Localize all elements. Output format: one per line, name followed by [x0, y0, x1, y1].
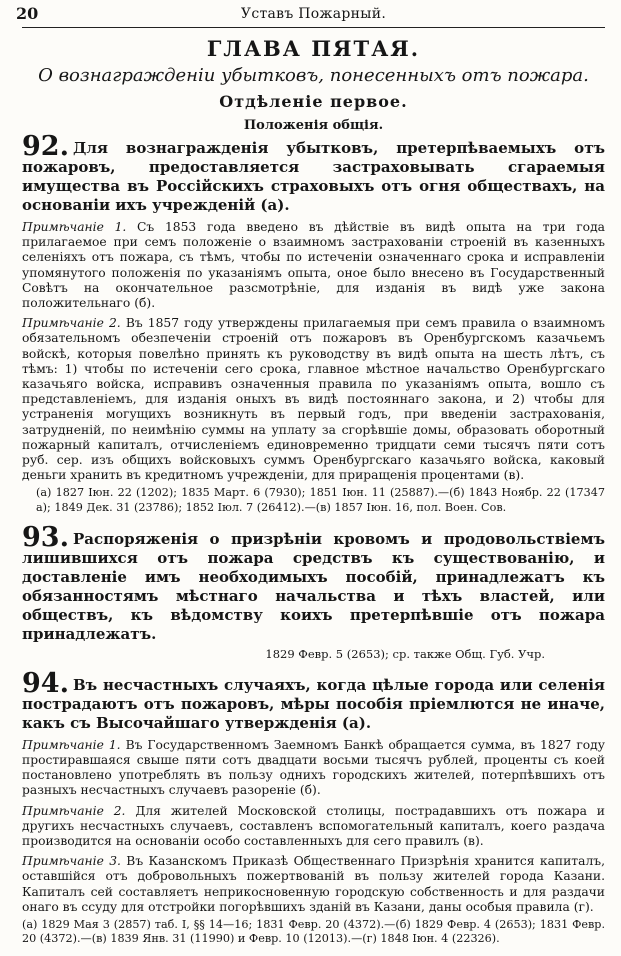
note-94-2: [22, 804, 605, 850]
section-heading: Положенія общія.: [243, 118, 384, 133]
note-text: Съ 1853 года введено въ дѣйствіе въ видѣ опыта на три года прилагаемое при семъ положеніе о взаимномъ застрахованіи строеній въ казенныхъ селеніяхъ отъ пожара, съ тѣмъ, чтобы по истеченіи означеннаго срока и исправленіи упомянутого положенія по указаніямъ опыта, оное было внесено въ Государственный Совѣтъ на окончательное разсмотрѣніе, для изданія въ видѣ уже закона положительнаго (б).: [22, 220, 605, 311]
article-number: 92.: [22, 131, 69, 162]
note-94-1: [22, 738, 605, 799]
article-text: Для вознагражденія убытковъ, претерпѣваемыхъ отъ пожаровъ, предоставляется застраховывать сгараемыя имущества въ Россійскихъ страховыхъ отъ огня обществахъ, на основаніи ихъ учрежденій (а).: [22, 139, 605, 214]
note-text: Въ 1857 году утверждены прилагаемыя при семъ правила о взаимномъ обязательномъ обезпеченіи строеній отъ пожаровъ въ Оренбургскомъ казачьемъ войскѣ, которыя повелѣно принять къ руководству въ видѣ опыта на шесть лѣтъ, съ тѣмъ: 1) чтобы по истеченіи сего срока, главное мѣстное начальство Оренбургскаго казачьяго войска, исправивъ означенныя правила по указаніямъ опыта, вошло съ представленіемъ, для изданія оныхъ въ видѣ постояннаго закона, и 2) чтобы для устраненія могущихъ возникнуть въ первый годъ, при введеніи застрахованія, затрудненій, по неимѣнію суммы на уплату за сгорѣвшіе домы, образовать оборотный пожарный капиталъ, отчисленіемъ единовременно тридцати семи тысячъ пяти сотъ руб. сер. изъ общихъ войсковыхъ суммъ Оренбургскаго казачьяго войска, каковый деньги хранить въ кредитномъ учрежденіи, для приращенія процентами (в).: [22, 316, 605, 483]
header-rule: [22, 27, 605, 28]
article-94: [22, 667, 605, 733]
running-head: [16, 4, 605, 24]
note-92-2: [22, 316, 605, 483]
article-text: Въ несчастныхъ случаяхъ, когда цѣлые города или селенія пострадаютъ отъ пожаровъ, мѣры пособія пріемлются не иначе, какъ съ Высочайшаго утвержденія (а).: [22, 675, 605, 732]
chapter-title: ГЛАВА ПЯТАЯ.: [206, 36, 421, 61]
references-93: 1829 Февр. 5 (2653); ср. также Общ. Губ. Учр.: [265, 646, 545, 661]
note-text: Въ Казанскомъ Приказѣ Общественнаго Призрѣнія хранится капиталъ, оставшійся отъ добровольныхъ пожертвованій въ пользу жителей города Казани. Капиталъ сей составляетъ неприкосновенную городскую собственность и для раздачи онаго въ ссуду для отстройки погорѣвшихъ зданій въ Казани, даны особыя правила (г).: [22, 854, 605, 914]
note-label: Примѣчаніе 2.: [22, 803, 126, 818]
note-94-3: [22, 854, 605, 915]
article-number: 93.: [22, 521, 69, 553]
references-94: (а) 1829 Мая 3 (2857) таб. I, §§ 14—16; 1831 Февр. 20 (4372).—(б) 1829 Февр. 4 (2653); 1831 Февр. 20 (4372).—(в) 1839 Янв. 31 (11990) и Февр. 10 (12013).—(г) 1848 Іюн. 4 (22326).: [22, 918, 605, 946]
section-title: Отдѣленіе первое.: [219, 92, 408, 111]
note-label: Примѣчаніе 3.: [22, 854, 121, 869]
note-label: Примѣчаніе 1.: [22, 220, 127, 234]
note-label: Примѣчаніе 2.: [22, 316, 121, 331]
running-title: Уставъ Пожарный.: [240, 6, 387, 22]
note-text: Для жителей Московской столицы, пострадавшихъ отъ пожара и другихъ несчастныхъ случаевъ, составленъ вспомогательный капиталъ, коего раздача производится на основаніи особо составленныхъ для сего правилъ (в).: [22, 803, 605, 849]
article-number: 94.: [22, 667, 69, 699]
note-92-1: [22, 220, 605, 311]
note-label: Примѣчаніе 1.: [22, 737, 121, 752]
references-92: (а) 1827 Іюн. 22 (1202); 1835 Март. 6 (7930); 1851 Іюн. 11 (25887).—(б) 1843 Ноябр. 22 (17347 а); 1849 Дек. 31 (23786); 1852 Іюл. 7 (26412).—(в) 1857 Іюн. 16, пол. Воен. Сов.: [36, 486, 605, 514]
article-text: Распоряженія о призрѣніи кровомъ и продовольствіемъ лишившихся отъ пожара средствъ къ существованію, и доставленіе имъ необходимыхъ пособій, принадлежатъ къ обязанностямъ мѣстнаго начальства и тѣхъ властей, или обществъ, къ вѣдомству коихъ претерпѣвшіе отъ пожара принадлежатъ.: [22, 529, 605, 643]
document-page: [16, 4, 605, 947]
chapter-subtitle: О вознагражденіи убытковъ, понесенныхъ отъ пожара.: [38, 65, 589, 86]
page-number: 20: [16, 4, 39, 23]
article-93: [22, 521, 605, 644]
note-text: Въ Государственномъ Заемномъ Банкѣ обращается сумма, въ 1827 году простиравшаяся свыше пяти сотъ двадцати восьми тысячъ рублей, проценты съ коей постановлено употреблять въ пользу однихъ городскихъ жителей, потерпѣвшихъ отъ разныхъ несчастныхъ случаевъ разореніе (б).: [22, 737, 605, 798]
article-92: [22, 131, 605, 215]
